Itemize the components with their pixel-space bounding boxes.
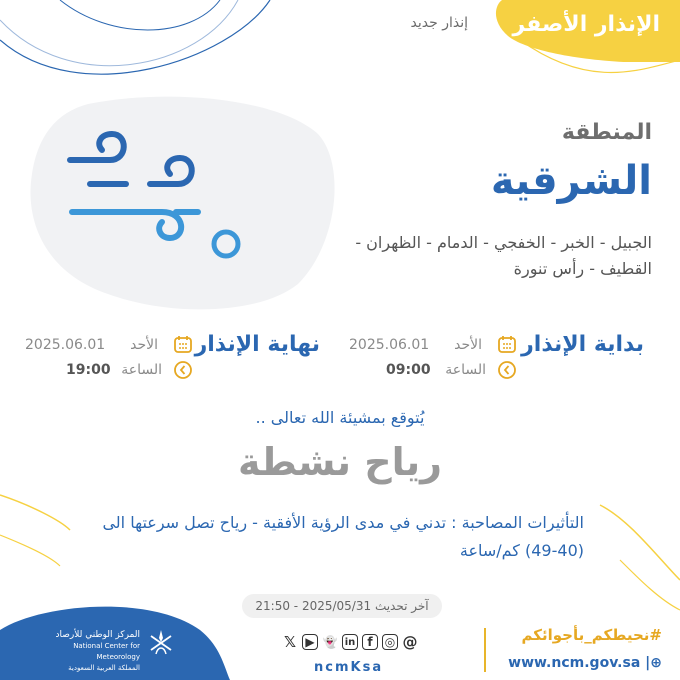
end-date: 2025.06.01 [25, 337, 106, 353]
org-name-en: National Center for Meteorology [73, 642, 140, 661]
clock-icon [173, 360, 193, 380]
end-time: 19:00 [66, 362, 111, 378]
globe-icon: |⊕ [645, 655, 662, 671]
affected-cities: الجبيل - الخبر - الخفجي - الدمام - الظهران - القطيف - رأس تنورة [355, 233, 652, 278]
start-day: الأحد [454, 337, 482, 353]
start-time-label: الساعة [445, 362, 486, 378]
instagram-icon[interactable]: ◎ [382, 634, 398, 650]
phenomenon-title: رياح نشطة [237, 440, 443, 484]
snapchat-icon[interactable]: 👻 [322, 635, 338, 649]
last-update-label: آخر تحديث [374, 599, 429, 613]
wind-icon [66, 128, 256, 268]
website-link[interactable] [508, 655, 662, 671]
social-handle[interactable]: ncmKsa [314, 660, 384, 675]
last-update-date: 2025/05/31 [301, 599, 372, 613]
social-icons [282, 632, 472, 652]
end-day: الأحد [130, 337, 158, 353]
forecast-intro: يُتوقع بمشيئة الله تعالى .. [255, 408, 425, 427]
alert-level-title: الإنذار الأصفر [512, 12, 660, 37]
x-icon[interactable]: 𝕏 [283, 633, 297, 651]
youtube-icon[interactable]: ▶ [302, 634, 318, 650]
org-name-ar: المركز الوطني للأرصاد [55, 630, 140, 640]
start-date: 2025.06.01 [349, 337, 430, 353]
last-update-time: 21:50 [255, 599, 290, 613]
org-country: المملكة العربية السعودية [68, 664, 140, 672]
website-url[interactable]: www.ncm.gov.sa [508, 655, 641, 671]
org-name [32, 630, 140, 674]
saudi-emblem-icon [148, 628, 174, 658]
footer-divider [484, 628, 486, 672]
end-title: نهاية الإنذار [194, 332, 320, 357]
clock-icon [497, 360, 517, 380]
region-label: المنطقة [561, 120, 652, 145]
calendar-icon [173, 334, 193, 354]
start-time: 09:00 [386, 362, 431, 378]
start-title: بداية الإنذار [521, 332, 644, 357]
threads-icon[interactable]: @ [402, 633, 418, 651]
hashtag: #نحيطكم_بأجوائكم [521, 626, 662, 644]
associated-effects: التأثيرات المصاحبة : تدني في مدى الرؤية الأفقية - رياح تصل سرعتها الى (40-49) كم/ساعة [102, 513, 584, 560]
end-time-label: الساعة [121, 362, 162, 378]
region-name: الشرقية [490, 158, 652, 204]
linkedin-icon[interactable]: in [342, 634, 358, 650]
facebook-icon[interactable]: f [362, 634, 378, 650]
last-update-pill: آخر تحديث 2025/05/31 - 21:50 [242, 594, 442, 618]
new-alert-label: إنذار جديد [410, 15, 468, 31]
calendar-icon [497, 334, 517, 354]
